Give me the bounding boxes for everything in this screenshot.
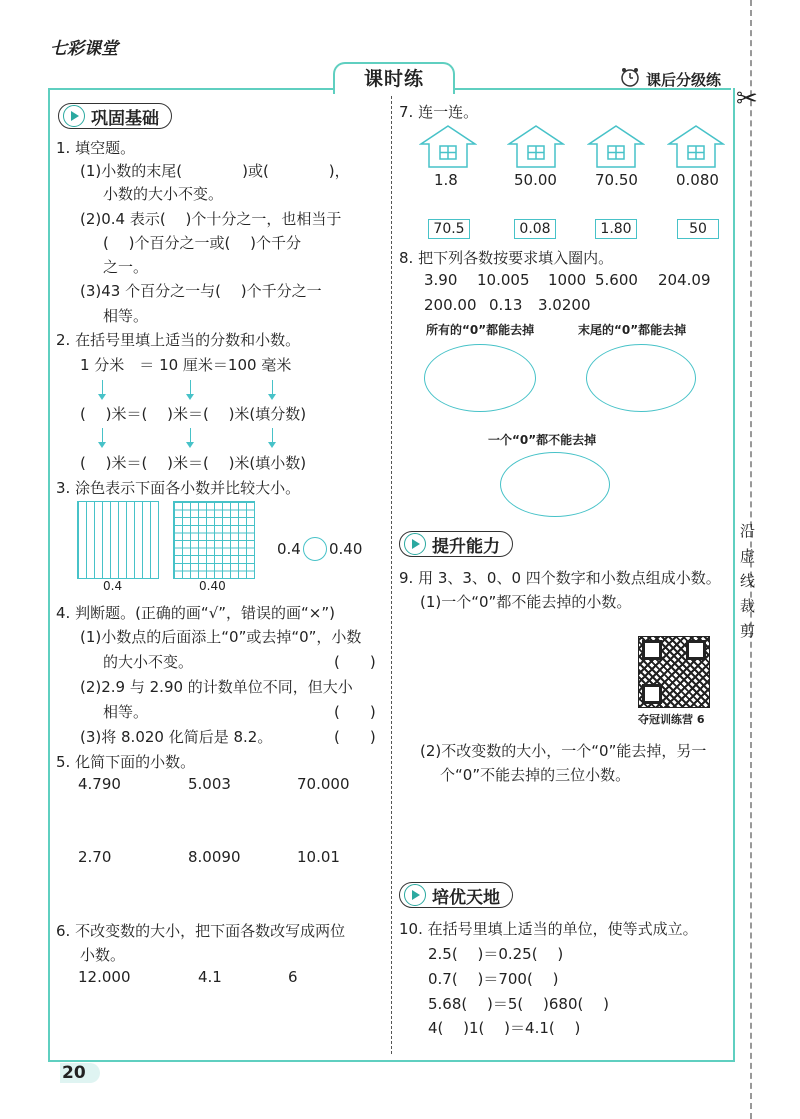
side-char: 剪 [740, 622, 756, 640]
section-improve [399, 531, 513, 557]
q1-line4: ( )个百分之一或( )个千分 [103, 234, 301, 252]
house-icon [587, 124, 645, 173]
qr-code-icon[interactable] [638, 636, 710, 708]
section-basic-label: 巩固基础 [91, 108, 159, 129]
q8-num: 5.600 [595, 271, 638, 289]
brand-logo: 七彩课堂 [50, 39, 118, 59]
house-icon [667, 124, 725, 173]
q8-title: 8. 把下列各数按要求填入圈内。 [399, 249, 614, 267]
q10-title: 10. 在括号里填上适当的单位，使等式成立。 [399, 920, 698, 938]
q5-num: 4.790 [78, 775, 121, 793]
q10-line1: 2.5( )＝0.25( ) [428, 945, 564, 963]
tenths-grid [77, 501, 159, 579]
q2-line3: ( )米＝( )米＝( )米(填小数) [80, 454, 307, 472]
q3-title: 3. 涂色表示下面各小数并比较大小。 [56, 479, 301, 497]
q1-line2: 小数的大小不变。 [103, 185, 224, 203]
tenths-grid-label: 0.4 [103, 579, 123, 593]
q6-num: 6 [288, 968, 298, 986]
section-basic [58, 103, 172, 129]
arrow-down-icon [190, 428, 191, 444]
q5-num: 5.003 [188, 775, 231, 793]
page-title: 课时练 [333, 62, 455, 94]
scissors-icon: ✂ [736, 84, 758, 114]
q7-title: 7. 连一连。 [399, 103, 479, 121]
arrow-down-icon [272, 428, 273, 444]
q8-num: 1000 [548, 271, 587, 289]
answer-oval-2[interactable] [586, 344, 696, 412]
q4-line5: (3)将 8.020 化简后是 8.2。 [80, 728, 273, 746]
q2-title: 2. 在括号里填上适当的分数和小数。 [56, 331, 301, 349]
arrow-down-icon [102, 428, 103, 444]
section-advanced-label: 培优天地 [432, 887, 500, 908]
q6-title: 6. 不改变数的大小，把下面各数改写成两位 [56, 922, 346, 940]
hundredths-grid [173, 501, 255, 579]
house-value: 0.080 [676, 171, 719, 189]
q2-line2: ( )米＝( )米＝( )米(填分数) [80, 405, 307, 423]
q8-num: 0.13 [489, 296, 523, 314]
oval-label-1: 所有的“0”都能去掉 [426, 323, 535, 337]
q1-title: 1. 填空题。 [56, 139, 136, 157]
column-divider [391, 96, 392, 1054]
q4-line2: 的大小不变。 [103, 653, 194, 671]
compare-right: 0.40 [329, 540, 363, 558]
q2-line1: 1 分米 ＝ 10 厘米＝100 毫米 [80, 356, 292, 374]
arrow-down-icon [102, 380, 103, 396]
q6-num: 12.000 [78, 968, 131, 986]
q4-answer3[interactable]: ( ) [334, 728, 376, 746]
compare-left: 0.4 [277, 540, 301, 558]
side-char: 沿 [740, 522, 756, 540]
section-advanced [399, 882, 513, 908]
house-value: 70.50 [595, 171, 638, 189]
match-box[interactable]: 50 [677, 219, 719, 239]
q9-line1: (1)一个“0”都不能去掉的小数。 [420, 593, 632, 611]
q1-line5: 之一。 [103, 258, 149, 276]
q8-num: 3.90 [424, 271, 458, 289]
qr-caption: 夺冠训练营 6 [638, 713, 705, 726]
side-char: 裁 [740, 597, 756, 615]
header-badge: 课后分级练 [646, 71, 722, 89]
q1-line6: (3)43 个百分之一与( )个千分之一 [80, 282, 322, 300]
q8-num: 204.09 [658, 271, 711, 289]
side-char: 线 [740, 572, 756, 590]
oval-label-2: 末尾的“0”都能去掉 [578, 323, 687, 337]
q1-line1: (1)小数的末尾( )或( )， [80, 162, 350, 180]
house-icon [419, 124, 477, 173]
q10-line3: 5.68( )＝5( )680( ) [428, 995, 609, 1013]
q10-line4: 4( )1( )＝4.1( ) [428, 1019, 581, 1037]
play-icon [404, 533, 426, 555]
page-number: 20 [60, 1063, 100, 1083]
q4-line4: 相等。 [103, 703, 149, 721]
house-value: 1.8 [434, 171, 458, 189]
match-box[interactable]: 70.5 [428, 219, 470, 239]
q5-num: 2.70 [78, 848, 112, 866]
q5-num: 8.0090 [188, 848, 241, 866]
section-improve-label: 提升能力 [432, 536, 500, 557]
q4-line3: (2)2.9 与 2.90 的计数单位不同，但大小 [80, 678, 353, 696]
q1-line3: (2)0.4 表示( )个十分之一，也相当于 [80, 210, 342, 228]
q4-answer2[interactable]: ( ) [334, 703, 376, 721]
q6-num: 4.1 [198, 968, 222, 986]
q1-line7: 相等。 [103, 307, 149, 325]
q6-title2: 小数。 [80, 946, 126, 964]
q8-num: 10.005 [477, 271, 530, 289]
answer-oval-3[interactable] [500, 452, 610, 517]
house-icon [507, 124, 565, 173]
play-icon [404, 884, 426, 906]
match-box[interactable]: 1.80 [595, 219, 637, 239]
oval-label-3: 一个“0”都不能去掉 [488, 433, 597, 447]
q9-title: 9. 用 3、3、0、0 四个数字和小数点组成小数。 [399, 569, 721, 587]
q8-num: 200.00 [424, 296, 477, 314]
q5-num: 70.000 [297, 775, 350, 793]
q4-title: 4. 判断题。(正确的画“√”，错误的画“×”) [56, 604, 335, 622]
q4-answer1[interactable]: ( ) [334, 653, 376, 671]
q9-line2: (2)不改变数的大小，一个“0”能去掉，另一 [420, 742, 707, 760]
match-box[interactable]: 0.08 [514, 219, 556, 239]
house-value: 50.00 [514, 171, 557, 189]
play-icon [63, 105, 85, 127]
q5-num: 10.01 [297, 848, 340, 866]
q10-line2: 0.7( )＝700( ) [428, 970, 559, 988]
q4-line1: (1)小数点的后面添上“0”或去掉“0”，小数 [80, 628, 362, 646]
arrow-down-icon [190, 380, 191, 396]
q8-num: 3.0200 [538, 296, 591, 314]
hundredths-grid-label: 0.40 [199, 579, 226, 593]
q9-line3: 个“0”不能去掉的三位小数。 [440, 766, 631, 784]
compare-circle[interactable] [303, 537, 327, 561]
q5-title: 5. 化简下面的小数。 [56, 753, 196, 771]
arrow-down-icon [272, 380, 273, 396]
answer-oval-1[interactable] [424, 344, 536, 412]
side-char: 虚 [740, 547, 756, 565]
